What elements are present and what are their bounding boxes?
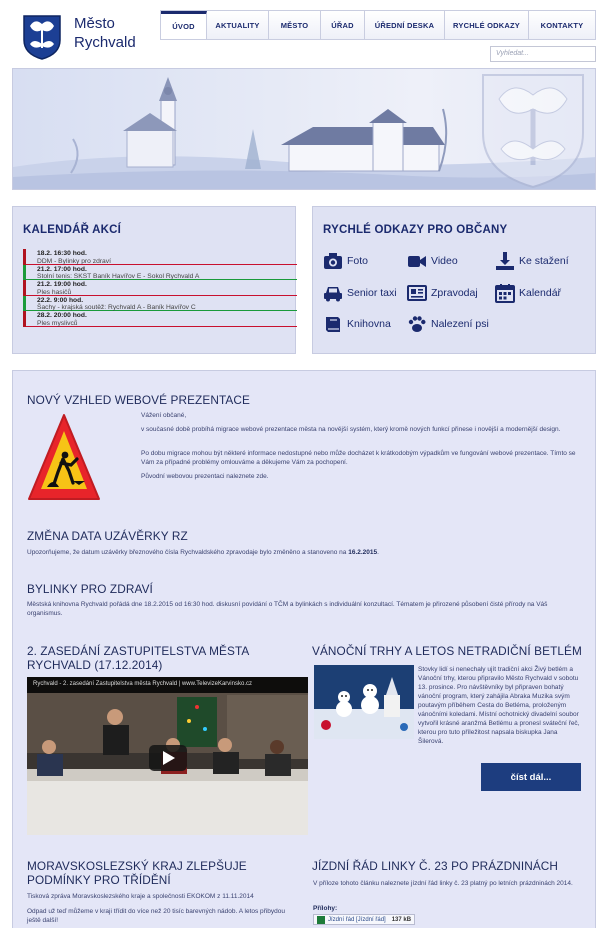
event-text: DDM - Bylinky pro zdraví	[37, 257, 111, 265]
quick-link-label: Video	[431, 255, 458, 267]
article-text: Vážení občané,	[141, 412, 187, 419]
nav-item-uvod[interactable]: ÚVOD	[161, 11, 207, 39]
main-navigation	[160, 10, 596, 40]
article-text: Městská knihovna Rychvald pořádá dne 18.2.2015 od 16:30 hod. diskusní povídání o TČM a bylinkách s individuální konzultací. Tématem je přirozené působení čisté přírody na Váš organismus.	[27, 601, 548, 617]
site-name-line2: Rychvald	[74, 34, 136, 51]
quick-link-label: Ke stažení	[519, 255, 569, 267]
quick-link-kalendar[interactable]	[495, 283, 561, 303]
quick-links-title: RYCHLÉ ODKAZY PRO OBČANY	[323, 224, 508, 236]
nav-item-kontakty[interactable]: KONTAKTY	[529, 11, 595, 39]
newspaper-icon	[407, 283, 427, 303]
video-title-bar: Rychvald - 2. zasedání Zastupitelstva města Rychvald | www.TelevizeKarvinsko.cz	[27, 677, 308, 693]
quick-link-label: Knihovna	[347, 318, 391, 330]
calendar-event[interactable]	[23, 296, 297, 312]
news-content-panel	[12, 370, 596, 928]
header-banner-image	[12, 68, 596, 190]
event-date: 28.2. 20:00 hod.	[37, 312, 87, 319]
events-calendar-box	[12, 206, 296, 354]
article-title-timetable[interactable]: JÍZDNÍ ŘÁD LINKY Č. 23 PO PRÁZDNINÁCH	[312, 859, 559, 873]
sorting-title-line1: MORAVSKOSLEZSKÝ KRAJ ZLEPŠUJE	[27, 859, 247, 873]
attachment-link[interactable]	[313, 914, 415, 925]
video-thumbnail	[27, 677, 308, 835]
nav-item-uredni-deska[interactable]: ÚŘEDNÍ DESKA	[365, 11, 445, 39]
article-text: Po dobu migrace mohou být některé informace nedostupné nebo může docházet k krátkodobým výpadkům ve fungování webové prezentace. Tímto se Vám za případné problémy omlouváme a děkujeme Vám za pochopení.	[141, 450, 576, 466]
calendar-event-list	[23, 249, 297, 327]
event-text: Stolní tenis: SKST Baník Havířov E - Sokol Rychvald A	[37, 273, 200, 280]
download-icon	[495, 251, 515, 271]
banner-town-illustration	[13, 69, 596, 190]
quick-link-knihovna[interactable]	[323, 314, 391, 334]
attachment-name: Jízdní řád [Jízdní řád]	[328, 916, 386, 923]
rz-date: 16.2.2015	[348, 549, 378, 556]
city-coat-of-arms-logo[interactable]	[22, 14, 62, 60]
nav-item-aktuality[interactable]: AKTUALITY	[207, 11, 269, 39]
quick-link-label: Zpravodaj	[431, 287, 478, 299]
camera-icon	[323, 251, 343, 271]
article-title-new-look[interactable]: NOVÝ VZHLED WEBOVÉ PREZENTACE	[27, 393, 250, 407]
event-date: 21.2. 17:00 hod.	[37, 265, 87, 273]
site-name-line1: Město	[74, 15, 115, 32]
quick-link-senior-taxi[interactable]	[323, 283, 397, 303]
car-icon	[323, 283, 343, 303]
quick-link-ke-stazeni[interactable]	[495, 251, 569, 271]
quick-link-video[interactable]	[407, 251, 458, 271]
quick-link-zpravodaj[interactable]	[407, 283, 478, 303]
event-text: Ples hasičů	[37, 288, 72, 296]
quick-link-label: Kalendář	[519, 287, 562, 299]
event-date: 21.2. 19:00 hod.	[37, 281, 87, 288]
site-name[interactable]	[74, 14, 136, 52]
calendar-event[interactable]	[23, 265, 297, 281]
rz-text: Upozorňujeme, že datum uzávěrky březnového čísla Rychvaldského zpravodaje bylo změněno a stanoveno na	[27, 549, 347, 556]
quick-link-label: Senior taxi	[347, 287, 397, 299]
calendar-title: KALENDÁŘ AKCÍ	[23, 224, 122, 236]
article-text: Odpad už teď můžeme v kraji třídit do více než 20 tisíc barevných nádob. A letos přibydou ještě další!	[27, 908, 285, 924]
calendar-event[interactable]	[23, 280, 297, 296]
article-title-rz[interactable]: ZMĚNA DATA UZÁVĚRKY RZ	[27, 529, 188, 543]
christmas-market-photo[interactable]	[314, 665, 414, 739]
council-title-line2: RYCHVALD (17.12.2014)	[27, 658, 163, 672]
article-text: Tisková zpráva Moravskoslezského kraje a společnosti EKOKOM z 11.11.2014	[27, 893, 254, 900]
road-works-warning-icon	[27, 411, 101, 503]
event-date: 22.2. 9:00 hod.	[37, 296, 84, 304]
event-date: 18.2. 16:30 hod.	[37, 250, 87, 257]
article-text-original-site-link[interactable]: Původní webovou prezentaci naleznete zde.	[141, 473, 269, 480]
video-icon	[407, 251, 427, 271]
search-input[interactable]: Vyhledat...	[490, 46, 596, 62]
quick-link-foto[interactable]	[323, 251, 368, 271]
quick-link-label: Nalezení psi	[431, 318, 489, 330]
calendar-event[interactable]	[23, 249, 297, 265]
attachments-label: Přílohy:	[313, 905, 338, 912]
paw-icon	[407, 314, 427, 334]
article-title-christmas-market[interactable]: VÁNOČNÍ TRHY A LETOS NETRADIČNÍ BETLÉM	[312, 644, 582, 658]
article-title-sorting[interactable]	[27, 859, 247, 887]
council-title-line1: 2. ZASEDÁNÍ ZASTUPITELSTVA MĚSTA	[27, 644, 250, 658]
attachment-size: 137 kB	[391, 916, 412, 923]
quick-link-nalezeni-psi[interactable]	[407, 314, 489, 334]
article-text	[27, 548, 587, 557]
article-title-council[interactable]	[27, 644, 249, 672]
council-video-player[interactable]	[27, 677, 308, 835]
read-more-button[interactable]: číst dál...	[481, 763, 581, 791]
spreadsheet-icon	[317, 916, 325, 924]
nav-item-rychle-odkazy[interactable]: RYCHLÉ ODKAZY	[445, 11, 529, 39]
nav-item-mesto[interactable]: MĚSTO	[269, 11, 321, 39]
event-text: Šachy - krajská soutěž: Rychvald A - Baník Havířov C	[37, 304, 196, 311]
quick-links-box	[312, 206, 596, 354]
rz-suffix: .	[377, 549, 379, 556]
article-text: Stovky lidí si nenechaly ujít tradiční akci Živý betlém a Vánoční trhy, kterou připravilo Město Rychvald v sobotu 13. prosince. Pro návštěvníky byl připraven bohatý vánoční program, který zahájila Abraka Muzika svým poutavým příběhem Cesta do Betléma, proloženým vánočními koledami. Místní ochotnický divadelní soubor vytvořil krásné aranžmá Betlému a pronesl sváteční řeč, kterou pro tuto příležitost napsala biskupka Jana Šilerová.	[418, 666, 580, 745]
quick-link-label: Foto	[347, 255, 369, 267]
sorting-title-line2: PODMÍNKY PRO TŘÍDĚNÍ	[27, 873, 171, 887]
book-icon	[323, 314, 343, 334]
article-title-herbs[interactable]: BYLINKY PRO ZDRAVÍ	[27, 582, 153, 596]
nav-item-urad[interactable]: ÚŘAD	[321, 11, 365, 39]
article-text: v současné době probíhá migrace webové prezentace města na novější systém, který kromě nových funkcí přinese i novější a modernější design.	[141, 426, 561, 433]
article-text: V příloze tohoto článku naleznete jízdní řád linky č. 23 platný po letních prázdninách 2014.	[313, 880, 573, 887]
event-text: Ples myslivců	[37, 319, 78, 327]
calendar-event[interactable]	[23, 311, 297, 327]
calendar-icon	[495, 283, 515, 303]
